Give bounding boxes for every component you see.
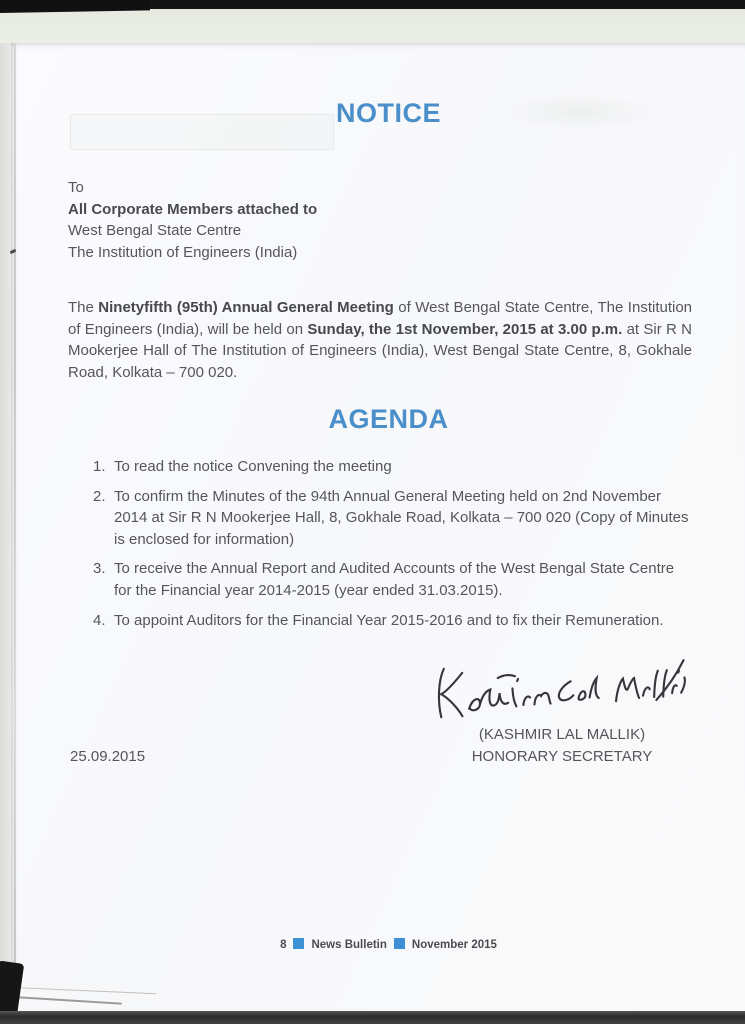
recipient-to: To	[68, 179, 84, 196]
handwritten-signature	[426, 651, 691, 731]
paragraph-segment: The	[68, 299, 99, 316]
agenda-item-number: 3.	[93, 560, 106, 578]
signatory-block	[428, 724, 696, 767]
agenda-heading: AGENDA	[328, 404, 449, 434]
recipient-block	[68, 177, 317, 263]
notice-date: 25.09.2015	[70, 748, 146, 765]
notice-heading: NOTICE	[335, 98, 441, 128]
footer-bulletin-label: News Bulletin	[311, 938, 387, 951]
footer-separator-square-icon	[394, 938, 405, 949]
paragraph-segment: of West Bengal State Centre, The Institution of Engineers (India), will be held on	[68, 299, 693, 338]
footer-page-number: 8	[280, 938, 287, 951]
agenda-list	[93, 456, 693, 639]
agenda-item-text: To read the notice Convening the meeting	[114, 458, 392, 475]
paragraph-segment-bold: Ninetyfifth (95th) Annual General Meeting	[98, 299, 394, 316]
agenda-item-number: 2.	[93, 487, 106, 505]
paragraph-segment-bold: Sunday, the 1st November, 2015 at 3.00 p.m.	[307, 320, 623, 338]
agenda-item-2	[93, 486, 693, 551]
signatory-title: HONORARY SECRETARY	[471, 747, 653, 765]
agenda-item-number: 4.	[93, 611, 106, 629]
agenda-item-3	[93, 558, 693, 601]
recipient-members: All Corporate Members attached to	[68, 200, 318, 218]
footer	[32, 938, 745, 951]
agenda-item-4	[93, 610, 693, 632]
signatory-name: (KASHMIR LAL MALLIK)	[478, 726, 646, 743]
agenda-item-text: To receive the Annual Report and Audited Accounts of the West Bengal State Centre for the Financial year 2014-2015 (year ended 31.03.2015).	[114, 560, 675, 599]
footer-issue-label: November 2015	[411, 938, 497, 951]
agenda-item-text: To confirm the Minutes of the 94th Annual General Meeting held on 2nd November 2014 at Sir R N Mookerjee Hall, 8, Gokhale Road, Kolkata – 700 020 (Copy of Minutes is enclosed for information)	[114, 487, 689, 548]
agenda-item-text: To appoint Auditors for the Financial Year 2015-2016 and to fix their Remuneration.	[114, 611, 664, 629]
recipient-centre: West Bengal State Centre	[68, 222, 242, 240]
recipient-institution: The Institution of Engineers (India)	[68, 243, 298, 261]
footer-separator-square-icon	[293, 938, 304, 949]
notice-paragraph	[68, 297, 692, 383]
agenda-item-number: 1.	[93, 458, 106, 475]
paragraph-segment: at Sir R N Mookerjee Hall of The Institution of Engineers (India), West Bengal State Centre, 8, Gokhale Road, Kolkata – 700 020.	[68, 320, 692, 381]
agenda-item-1	[93, 456, 693, 478]
